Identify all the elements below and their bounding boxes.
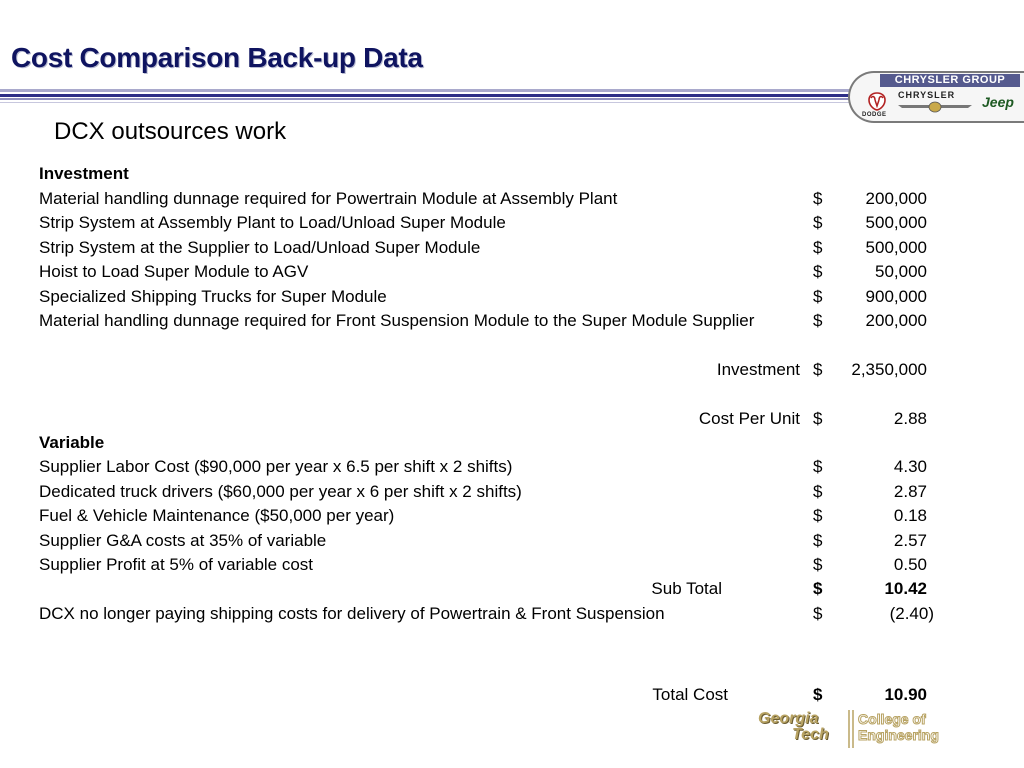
- table-row: [0, 553, 1024, 577]
- subtotal-amount: 10.42: [884, 579, 927, 598]
- row-currency: $: [813, 311, 823, 330]
- row-label: Fuel & Vehicle Maintenance ($50,000 per year): [39, 506, 395, 525]
- row-label: Hoist to Load Super Module to AGV: [39, 262, 309, 281]
- row-label: Supplier G&A costs at 35% of variable: [39, 531, 327, 550]
- row-label: Material handling dunnage required for Powertrain Module at Assembly Plant: [39, 189, 618, 208]
- row-amount: 200,000: [865, 189, 927, 208]
- row-label: Supplier Labor Cost ($90,000 per year x 6.5 per shift x 2 shifts): [39, 457, 513, 476]
- chrysler-group-label: CHRYSLER GROUP: [880, 74, 1020, 87]
- total-cost-amount: 10.90: [884, 685, 927, 704]
- table-row: [0, 285, 1024, 309]
- row-currency: $: [813, 604, 823, 623]
- table-row: [0, 211, 1024, 235]
- section-subtitle: DCX outsources work: [54, 118, 287, 145]
- investment-total-label: Investment: [716, 360, 800, 379]
- cost-per-unit-row: [0, 407, 1024, 431]
- total-cost-row: [0, 683, 1024, 707]
- row-amount: 0.50: [893, 555, 927, 574]
- row-amount: 2.87: [893, 482, 927, 501]
- row-currency: $: [813, 409, 823, 428]
- investment-heading-row: [0, 162, 1024, 186]
- row-currency: $: [813, 189, 823, 208]
- investment-total-amount: 2,350,000: [851, 360, 927, 379]
- row-currency: $: [813, 555, 823, 574]
- shipping-credit-label: DCX no longer paying shipping costs for delivery of Powertrain & Front Suspension: [39, 604, 665, 623]
- dodge-ram-icon: [866, 90, 888, 112]
- gt-engineering-label: Engineering: [858, 727, 939, 743]
- row-currency: $: [813, 262, 823, 281]
- chrysler-label: CHRYSLER: [898, 90, 956, 100]
- row-label: Dedicated truck drivers ($60,000 per year x 6 per shift x 2 shifts): [39, 482, 522, 501]
- row-currency: $: [813, 685, 823, 704]
- investment-heading: Investment: [39, 164, 129, 183]
- gt-college-label: College of: [858, 711, 926, 727]
- row-label: Strip System at the Supplier to Load/Unload Super Module: [39, 238, 481, 257]
- georgia-tech-logo: [758, 710, 978, 754]
- row-currency: $: [813, 531, 823, 550]
- row-currency: $: [813, 213, 823, 232]
- table-row: [0, 455, 1024, 479]
- gt-tech-label: Tech: [792, 726, 829, 743]
- table-row: [0, 260, 1024, 284]
- gt-divider-icon: [846, 710, 856, 748]
- row-currency: $: [813, 482, 823, 501]
- row-currency: $: [813, 506, 823, 525]
- variable-heading-row: [0, 431, 1024, 455]
- jeep-label: Jeep: [982, 94, 1014, 110]
- row-amount: 500,000: [865, 213, 927, 232]
- chrysler-group-logo: [848, 71, 1024, 123]
- variable-heading: Variable: [39, 433, 105, 452]
- gt-georgia-label: Georgia: [758, 710, 819, 727]
- table-row: [0, 309, 1024, 333]
- table-row: [0, 187, 1024, 211]
- row-currency: $: [813, 238, 823, 257]
- cost-per-unit-amount: 2.88: [893, 409, 927, 428]
- row-amount: 500,000: [865, 238, 927, 257]
- row-currency: $: [813, 287, 823, 306]
- table-row: [0, 236, 1024, 260]
- row-amount: 2.57: [893, 531, 927, 550]
- subtotal-label: Sub Total: [651, 579, 722, 598]
- row-label: Supplier Profit at 5% of variable cost: [39, 555, 314, 574]
- cost-per-unit-label: Cost Per Unit: [698, 409, 800, 428]
- row-amount: 900,000: [865, 287, 927, 306]
- row-amount: 200,000: [865, 311, 927, 330]
- chrysler-wings-icon: [896, 100, 974, 114]
- row-label: Material handling dunnage required for Front Suspension Module to the Super Module Supplier: [39, 311, 755, 330]
- shipping-credit-amount: (2.40): [889, 604, 934, 623]
- investment-total-row: [0, 358, 1024, 382]
- table-row: [0, 529, 1024, 553]
- row-currency: $: [813, 579, 823, 598]
- total-cost-label: Total Cost: [652, 685, 728, 704]
- table-row: [0, 504, 1024, 528]
- slide-title: Cost Comparison Back-up Data: [11, 42, 423, 73]
- row-currency: $: [813, 457, 823, 476]
- row-amount: 50,000: [875, 262, 927, 281]
- row-currency: $: [813, 360, 823, 379]
- dodge-label: DODGE: [862, 112, 887, 118]
- shipping-credit-row: [0, 602, 1024, 626]
- row-amount: 0.18: [893, 506, 927, 525]
- subtotal-row: [0, 577, 1024, 601]
- table-row: [0, 480, 1024, 504]
- row-amount: 4.30: [893, 457, 927, 476]
- row-label: Specialized Shipping Trucks for Super Module: [39, 287, 387, 306]
- row-label: Strip System at Assembly Plant to Load/Unload Super Module: [39, 213, 506, 232]
- title-rule: [0, 89, 858, 111]
